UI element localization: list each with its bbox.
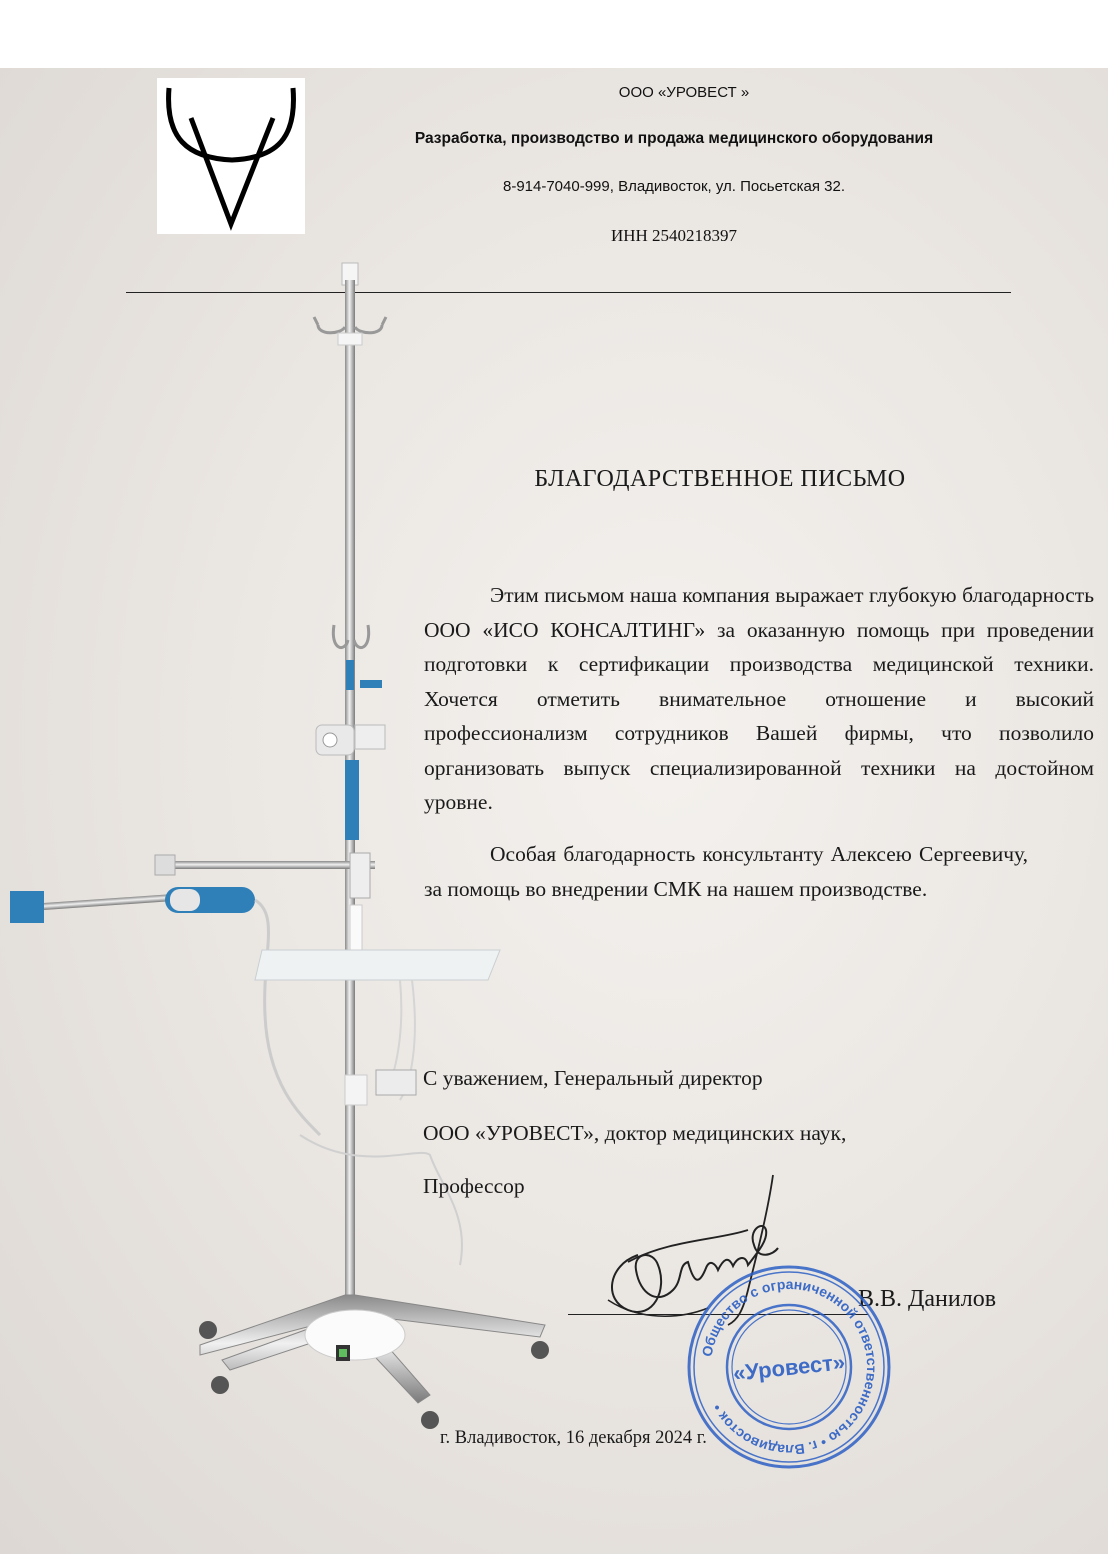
company-stamp: [684, 1262, 894, 1472]
letter-title: БЛАГОДАРСТВЕННОЕ ПИСЬМО: [534, 466, 906, 492]
company-logo: [157, 78, 305, 234]
letter-paragraph-1: Этим письмом наша компания выражает глубокую благодарность ООО «ИСО КОНСАЛТИНГ» за оказанную помощь при проведении подготовки к сертификации производства медицинской техники. Хочется отметить внимательное отношение и высокий профессионализм сотрудников Вашей фирмы, что позволило организовать выпуск специализированной техники на достойном уровне.: [424, 583, 1094, 814]
header-company-name: ООО «УРОВЕСТ »: [618, 84, 750, 101]
stamp-ring-text: Общество с ограниченной ответственностью • г. Владивосток •: [698, 1275, 881, 1459]
header-inn: ИНН 2540218397: [610, 226, 738, 245]
letter-paragraph-2: Особая благодарность консультанту Алексею Сергеевичу, за помощь во внедрении СМК на нашем производстве.: [424, 842, 1028, 901]
stamp-center-text: «Уровест»: [731, 1349, 847, 1386]
closing-line-2: ООО «УРОВЕСТ», доктор медицинских наук,: [423, 1121, 847, 1145]
place-and-date: г. Владивосток, 16 декабря 2024 г.: [440, 1428, 707, 1448]
closing-line-3: Профессор: [423, 1174, 525, 1198]
header-contacts: 8-914-7040-999, Владивосток, ул. Посьетская 32.: [502, 178, 846, 195]
logo-mark-icon: [157, 78, 305, 234]
closing-line-1: С уважением, Генеральный директор: [423, 1066, 763, 1090]
header-activity: Разработка, производство и продажа медицинского оборудования: [414, 130, 934, 147]
signer-name: В.В. Данилов: [858, 1286, 997, 1312]
